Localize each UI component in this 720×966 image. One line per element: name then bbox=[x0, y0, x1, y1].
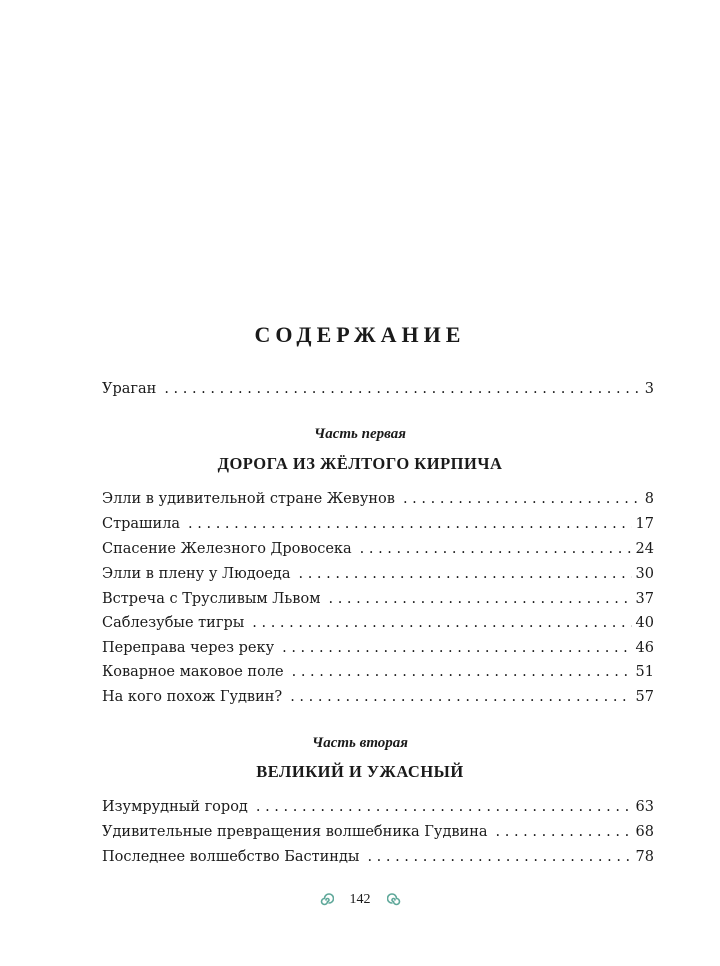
toc-entry-title: На кого похож Гудвин? bbox=[102, 689, 283, 705]
toc-entry-title: Коварное маковое поле bbox=[102, 664, 284, 680]
part-2-title: ВЕЛИКИЙ И УЖАСНЫЙ bbox=[256, 762, 464, 781]
toc-entry-title: Встреча с Трусливым Львом bbox=[102, 591, 321, 607]
dot-leader bbox=[256, 796, 632, 818]
toc-entry-title: Страшила bbox=[102, 516, 181, 532]
toc-entry[interactable] bbox=[102, 513, 654, 535]
toc-entry-title: Удивительные превращения волшебника Гудвина bbox=[102, 824, 488, 840]
toc-entry-page: 37 bbox=[635, 591, 654, 607]
toc-entry-title: Элли в удивительной стране Жевунов bbox=[102, 491, 395, 507]
toc-entry-page: 51 bbox=[635, 664, 654, 680]
dot-leader bbox=[292, 661, 632, 683]
toc-entry-page: 46 bbox=[635, 640, 654, 656]
toc-entry[interactable] bbox=[102, 686, 654, 708]
dot-leader bbox=[282, 637, 631, 659]
toc-entry[interactable] bbox=[102, 821, 654, 843]
toc-entry[interactable] bbox=[102, 538, 654, 560]
toc-entry[interactable] bbox=[102, 612, 654, 634]
toc-entry-title: Ураган bbox=[102, 381, 157, 397]
toc-entry-title: Изумрудный город bbox=[102, 799, 248, 815]
part-1-title: ДОРОГА ИЗ ЖЁЛТОГО КИРПИЧА bbox=[217, 454, 503, 473]
toc-entry[interactable] bbox=[102, 637, 654, 659]
dot-leader bbox=[290, 686, 631, 708]
toc-entry-title: Саблезубые тигры bbox=[102, 615, 245, 631]
dot-leader bbox=[252, 612, 631, 634]
toc-entry-title: Элли в плену у Людоеда bbox=[102, 566, 291, 582]
page-footer bbox=[0, 892, 720, 908]
toc-entry-intro[interactable] bbox=[102, 378, 654, 400]
toc-entry-page: 78 bbox=[635, 849, 654, 865]
toc-entry-page: 3 bbox=[644, 381, 654, 397]
toc-entry-page: 8 bbox=[644, 491, 654, 507]
dot-leader bbox=[328, 588, 631, 610]
toc-entry-title: Переправа через реку bbox=[102, 640, 275, 656]
toc-entry-page: 24 bbox=[635, 541, 654, 557]
page-number: 142 bbox=[349, 892, 371, 907]
dot-leader bbox=[188, 513, 632, 535]
toc-entry[interactable] bbox=[102, 588, 654, 610]
toc-entry-page: 57 bbox=[635, 689, 654, 705]
toc-entry-page: 63 bbox=[635, 799, 654, 815]
toc-entry-page: 68 bbox=[635, 824, 654, 840]
dot-leader bbox=[164, 378, 640, 400]
toc-entry[interactable] bbox=[102, 796, 654, 818]
spiral-ornament-icon bbox=[318, 892, 334, 908]
toc-entry[interactable] bbox=[102, 488, 654, 510]
toc-entry[interactable] bbox=[102, 563, 654, 585]
part-1-label: Часть первая bbox=[314, 426, 406, 442]
toc-entry[interactable] bbox=[102, 846, 654, 868]
part-2-label: Часть вторая bbox=[311, 735, 409, 751]
toc-entry-page: 17 bbox=[635, 516, 654, 532]
page-title: СОДЕРЖАНИЕ bbox=[254, 322, 466, 347]
dot-leader bbox=[496, 821, 632, 843]
dot-leader bbox=[403, 488, 641, 510]
dot-leader bbox=[299, 563, 632, 585]
spiral-ornament-icon bbox=[387, 892, 403, 908]
dot-leader bbox=[367, 846, 631, 868]
toc-entry[interactable] bbox=[102, 661, 654, 683]
toc-entry-title: Спасение Железного Дровосека bbox=[102, 541, 352, 557]
toc-entry-title: Последнее волшебство Бастинды bbox=[102, 849, 360, 865]
dot-leader bbox=[360, 538, 632, 560]
toc-entry-page: 30 bbox=[635, 566, 654, 582]
toc-entry-page: 40 bbox=[635, 615, 654, 631]
